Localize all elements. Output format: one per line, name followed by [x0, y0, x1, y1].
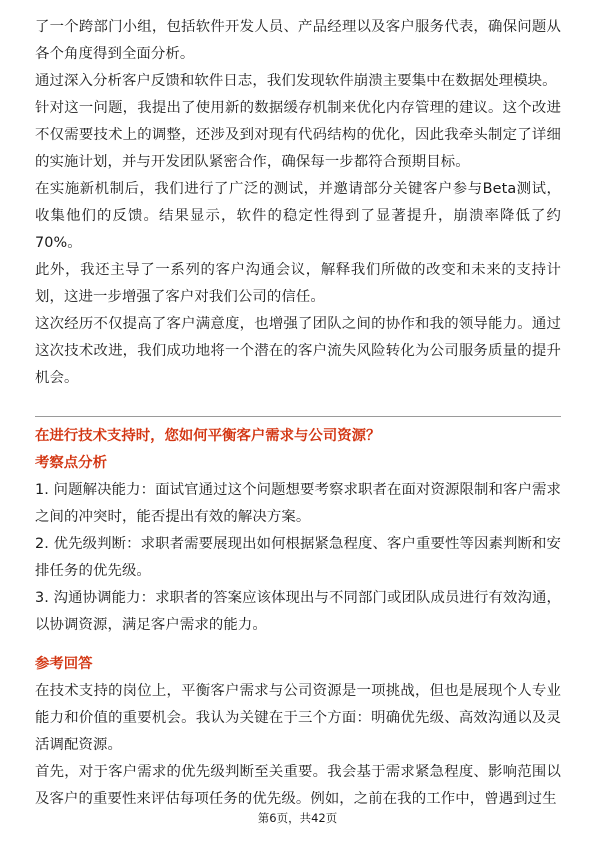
reference-answer-paragraph-2: 首先，对于客户需求的优先级判断至关重要。我会基于需求紧急程度、影响范围以及客户的重要性来评估每项任务的优先级。例如，之前在我的工作中，曾遇到过生	[35, 764, 561, 807]
document-page	[35, 14, 561, 813]
assessment-item-2: 2. 优先级判断：求职者需要展现出如何根据紧急程度、客户重要性等因素判断和安排任务的优先级。	[35, 536, 561, 579]
intro-paragraph-4: 在实施新机制后，我们进行了广泛的测试，并邀请部分关键客户参与Beta测试，收集他们的反馈。结果显示，软件的稳定性得到了显著提升，崩溃率降低了约70%。	[35, 181, 561, 251]
page-number: 第6页，共42页	[257, 811, 338, 825]
intro-paragraph-6: 这次经历不仅提高了客户满意度，也增强了团队之间的协作和我的领导能力。通过这次技术改进，我们成功地将一个潜在的客户流失风险转化为公司服务质量的提升机会。	[35, 316, 561, 386]
intro-paragraph-3: 针对这一问题，我提出了使用新的数据缓存机制来优化内存管理的建议。这个改进不仅需要技术上的调整，还涉及到对现有代码结构的优化，因此我牵头制定了详细的实施计划，并与开发团队紧密合作，确保每一步都符合预期目标。	[35, 100, 561, 170]
assessment-title: 考察点分析	[35, 455, 107, 471]
assessment-item-1: 1. 问题解决能力：面试官通过这个问题想要考察求职者在面对资源限制和客户需求之间的冲突时，能否提出有效的解决方案。	[35, 482, 561, 525]
reference-answer-paragraph-1: 在技术支持的岗位上，平衡客户需求与公司资源是一项挑战，但也是展现个人专业能力和价值的重要机会。我认为关键在于三个方面：明确优先级、高效沟通以及灵活调配资源。	[35, 683, 561, 753]
interview-question: 在进行技术支持时，您如何平衡客户需求与公司资源？	[35, 428, 381, 444]
intro-paragraph-1: 了一个跨部门小组，包括软件开发人员、产品经理以及客户服务代表，确保问题从各个角度得到全面分析。	[35, 19, 561, 62]
reference-answer-title: 参考回答	[35, 656, 93, 672]
intro-paragraph-2: 通过深入分析客户反馈和软件日志，我们发现软件崩溃主要集中在数据处理模块。	[35, 73, 557, 89]
section-divider	[35, 416, 561, 417]
assessment-item-3: 3. 沟通协调能力：求职者的答案应该体现出与不同部门或团队成员进行有效沟通，以协调资源，满足客户需求的能力。	[35, 590, 561, 633]
intro-paragraph-5: 此外，我还主导了一系列的客户沟通会议，解释我们所做的改变和未来的支持计划，这进一步增强了客户对我们公司的信任。	[35, 262, 561, 305]
